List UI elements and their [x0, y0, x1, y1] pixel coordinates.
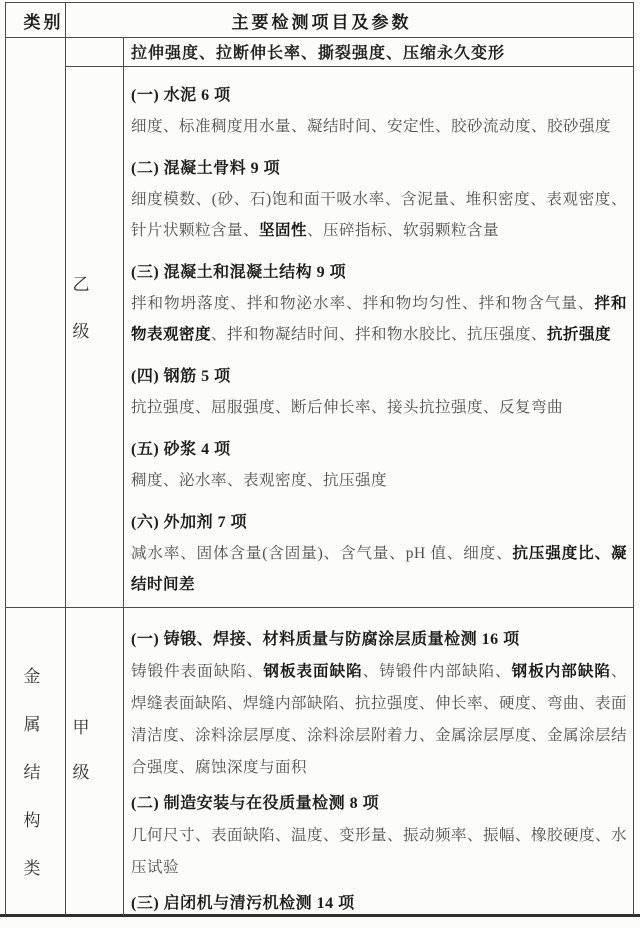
section: [131, 507, 627, 600]
section-title: (三) 启闭机与清污机检测 14 项: [131, 895, 355, 912]
section-body: [131, 465, 627, 496]
section: [131, 434, 627, 496]
vertical-label-char: 类: [23, 859, 41, 878]
section-body: [131, 184, 627, 246]
vertical-label-char: 结: [23, 763, 41, 782]
param-text: 细度、标准稠度用水量、凝结时间、安定性、胶砂流动度、胶砂强度: [131, 118, 612, 135]
param-text-bold: 拌和物表观密度: [131, 295, 627, 343]
param-text: 、铸锻件内部缺陷、: [362, 663, 512, 680]
section: [131, 153, 627, 246]
section: [131, 361, 627, 423]
param-text-bold: 抗压强度比、凝结时间差: [131, 545, 627, 593]
table-line-category-divider: [5, 607, 634, 608]
param-text: 细度模数、(砂、石)饱和面干吸水率、含泥量、堆积密度、表观密度、针片状颗粒含量、: [131, 191, 627, 239]
section-title: (二) 混凝土骨料 9 项: [131, 160, 281, 177]
section: [131, 80, 627, 142]
param-text: 抗拉强度、屈服强度、断后伸长率、接头抗拉强度、反复弯曲: [131, 399, 564, 416]
section-body: [131, 392, 627, 423]
section: [131, 888, 627, 914]
param-text: 几何尺寸、表面缺陷、温度、变形量、振动频率、振幅、橡胶硬度、水压试验: [131, 827, 628, 876]
table-border-left: [5, 2, 6, 915]
section-title: (一) 水泥 6 项: [131, 87, 231, 104]
table-column-divider-1: [65, 2, 66, 915]
param-text-bold: 抗折强度: [547, 326, 612, 343]
header-items-label: 主要检测项目及参数: [231, 12, 412, 32]
table-border-right: [633, 2, 634, 915]
section-title: (三) 混凝土和混凝土结构 9 项: [131, 264, 347, 281]
param-text: 减水率、固体含量(含固量)、含气量、pH 值、细度、: [131, 545, 513, 562]
section-title: (二) 制造安装与在役质量检测 8 项: [131, 795, 380, 812]
category-metal-structure-label: [3, 653, 61, 893]
header-category-label: 类别: [23, 12, 64, 32]
vertical-label-char: 乙: [72, 275, 90, 294]
vertical-label-char: 级: [72, 763, 90, 782]
section-body: [131, 820, 627, 884]
vertical-label-char: 属: [23, 715, 41, 734]
table-border-bottom-pagecut: [0, 914, 640, 917]
section: [131, 788, 627, 884]
param-text-bold: 钢板内部缺陷: [511, 663, 611, 680]
section-body: [131, 656, 627, 784]
vertical-label-char: 级: [72, 322, 90, 341]
param-text: 、焊缝表面缺陷、焊缝内部缺陷、抗拉强度、伸长率、硬度、弯曲、表面清洁度、涂料涂层厚度、涂料涂层附着力、金属涂层厚度、金属涂层结合强度、腐蚀深度与面积: [131, 663, 628, 776]
param-text: 拌和物坍落度、拌和物泌水率、拌和物均匀性、拌和物含气量、: [131, 295, 595, 312]
param-text: 铸锻件表面缺陷、: [131, 663, 264, 680]
grade-b-content-cell: [123, 66, 633, 607]
section: [131, 257, 627, 350]
grade-b-label: [60, 261, 102, 355]
section-body: [131, 538, 627, 600]
param-text: 稠度、泌水率、表观密度、抗压强度: [131, 472, 388, 489]
vertical-label-char: 金: [23, 667, 41, 686]
vertical-label-char: 构: [23, 811, 41, 830]
table-line-under-continued-row: [65, 66, 634, 67]
param-text-bold: 坚固性: [259, 222, 308, 239]
param-text: 、压碎指标、软弱颗粒含量: [307, 222, 500, 239]
section-title: (六) 外加剂 7 项: [131, 514, 248, 531]
param-text: 、拌和物凝结时间、拌和物水胶比、抗压强度、: [211, 326, 548, 343]
section-body: [131, 111, 627, 142]
header-items-cell: [66, 3, 633, 37]
continued-params-text: 拉伸强度、拉断伸长率、撕裂强度、压缩永久变形: [131, 45, 506, 62]
section-title: (一) 铸锻、焊接、材料质量与防腐涂层质量检测 16 项: [131, 631, 520, 648]
table-column-divider-2: [123, 37, 124, 915]
section: [131, 624, 627, 784]
metal-content-cell: [123, 607, 633, 914]
grade-a-label: [60, 705, 102, 795]
header-category-cell: [6, 3, 73, 37]
section-title: (四) 钢筋 5 项: [131, 368, 231, 385]
section-title: (五) 砂浆 4 项: [131, 441, 231, 458]
table-border-top: [5, 2, 634, 3]
section-body: [131, 288, 627, 350]
continued-params-cell: [124, 38, 632, 65]
param-text-bold: 钢板表面缺陷: [263, 663, 363, 680]
vertical-label-char: 甲: [72, 718, 90, 737]
table-line-under-header: [5, 37, 634, 38]
